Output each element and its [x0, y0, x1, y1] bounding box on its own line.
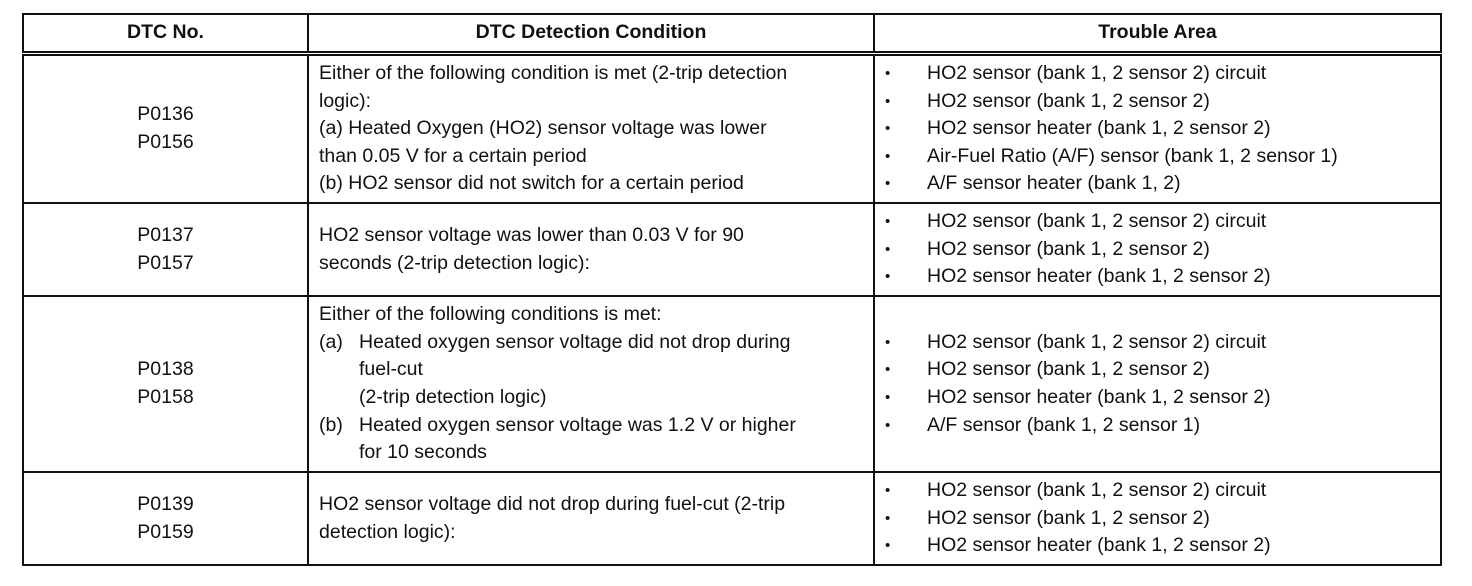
trouble-item: HO2 sensor (bank 1, 2 sensor 2)	[927, 237, 1210, 260]
condition-line: for 10 seconds	[359, 441, 487, 464]
list-item	[885, 505, 1434, 533]
dtc-code: P0136	[137, 103, 194, 126]
trouble-item: HO2 sensor (bank 1, 2 sensor 2) circuit	[927, 210, 1267, 233]
condition-cell	[308, 203, 874, 296]
bullet-icon: •	[885, 537, 891, 555]
trouble-item: HO2 sensor (bank 1, 2 sensor 2)	[927, 89, 1210, 112]
dtc-cell	[23, 203, 308, 296]
table-row	[23, 472, 1441, 565]
dtc-code: P0137	[137, 223, 194, 246]
condition-item-text	[359, 329, 790, 412]
condition-item-a	[319, 329, 865, 412]
bullet-icon: •	[885, 361, 891, 379]
trouble-area-list	[885, 329, 1434, 439]
table-row	[23, 296, 1441, 472]
condition-cell	[308, 296, 874, 472]
list-item	[885, 329, 1434, 357]
list-item	[885, 60, 1434, 88]
trouble-item: HO2 sensor (bank 1, 2 sensor 2) circuit	[927, 62, 1267, 85]
dtc-code: P0139	[137, 492, 194, 515]
list-item	[885, 356, 1434, 384]
dtc-code: P0157	[137, 251, 194, 274]
condition-item-text	[359, 412, 796, 467]
bullet-icon: •	[885, 482, 891, 500]
dtc-code: P0159	[137, 520, 194, 543]
list-item	[885, 384, 1434, 412]
condition-line: Heated oxygen sensor voltage was 1.2 V or higher	[359, 413, 796, 436]
dtc-table-container	[22, 13, 1440, 566]
header-detection-condition: DTC Detection Condition	[308, 14, 874, 54]
header-row	[23, 14, 1441, 54]
trouble-item: A/F sensor heater (bank 1, 2)	[927, 172, 1181, 195]
bullet-icon: •	[885, 509, 891, 527]
trouble-area-cell	[874, 472, 1441, 565]
trouble-area-list	[885, 60, 1434, 198]
header-dtc-no: DTC No.	[23, 14, 308, 54]
bullet-icon: •	[885, 240, 891, 258]
bullet-icon: •	[885, 213, 891, 231]
condition-item-label: (a)	[319, 330, 343, 353]
trouble-item: HO2 sensor heater (bank 1, 2 sensor 2)	[927, 534, 1271, 557]
list-item	[885, 236, 1434, 264]
condition-line: fuel-cut	[359, 358, 423, 381]
condition-line: HO2 sensor voltage did not drop during fuel-cut (2-trip	[319, 492, 786, 515]
trouble-item: HO2 sensor heater (bank 1, 2 sensor 2)	[927, 117, 1271, 140]
list-item	[885, 477, 1434, 505]
condition-line: seconds (2-trip detection logic):	[319, 251, 590, 274]
dtc-table	[22, 13, 1442, 566]
list-item	[885, 412, 1434, 440]
trouble-item: HO2 sensor heater (bank 1, 2 sensor 2)	[927, 386, 1271, 408]
trouble-item: HO2 sensor (bank 1, 2 sensor 2)	[927, 506, 1210, 529]
bullet-icon: •	[885, 175, 891, 193]
trouble-item: Air-Fuel Ratio (A/F) sensor (bank 1, 2 sensor 1)	[927, 144, 1338, 167]
list-item	[885, 532, 1434, 560]
condition-item-b	[319, 412, 865, 467]
header-trouble-area: Trouble Area	[874, 14, 1441, 54]
bullet-icon: •	[885, 120, 891, 138]
table-row	[23, 54, 1441, 204]
dtc-code: P0156	[137, 131, 194, 153]
list-item	[885, 143, 1434, 171]
dtc-cell	[23, 54, 308, 204]
condition-cell	[308, 54, 874, 204]
list-item	[885, 88, 1434, 116]
dtc-code: P0138	[137, 358, 194, 381]
trouble-item: HO2 sensor (bank 1, 2 sensor 2)	[927, 358, 1210, 381]
condition-line: (b) HO2 sensor did not switch for a certain period	[319, 172, 744, 195]
trouble-area-cell	[874, 54, 1441, 204]
bullet-icon: •	[885, 65, 891, 83]
list-item	[885, 208, 1434, 236]
list-item	[885, 115, 1434, 143]
table-row	[23, 203, 1441, 296]
dtc-cell	[23, 296, 308, 472]
condition-line: detection logic):	[319, 520, 456, 543]
bullet-icon: •	[885, 389, 891, 406]
condition-line: (2-trip detection logic)	[359, 386, 547, 408]
trouble-area-list	[885, 208, 1434, 291]
condition-line: logic):	[319, 89, 372, 112]
trouble-area-cell	[874, 203, 1441, 296]
bullet-icon: •	[885, 147, 891, 165]
trouble-item: HO2 sensor (bank 1, 2 sensor 2) circuit	[927, 479, 1267, 502]
trouble-item: A/F sensor (bank 1, 2 sensor 1)	[927, 413, 1201, 436]
dtc-code: P0158	[137, 386, 194, 408]
list-item	[885, 170, 1434, 198]
dtc-cell	[23, 472, 308, 565]
condition-line: Either of the following condition is met (2-trip detection	[319, 62, 788, 85]
bullet-icon: •	[885, 333, 891, 351]
bullet-icon: •	[885, 268, 891, 286]
condition-line: than 0.05 V for a certain period	[319, 144, 587, 167]
condition-line: Heated oxygen sensor voltage did not drop during	[359, 330, 791, 353]
trouble-item: HO2 sensor heater (bank 1, 2 sensor 2)	[927, 265, 1271, 288]
trouble-area-list	[885, 477, 1434, 560]
condition-cell	[308, 472, 874, 565]
trouble-item: HO2 sensor (bank 1, 2 sensor 2) circuit	[927, 330, 1267, 353]
list-item	[885, 263, 1434, 291]
condition-line: (a) Heated Oxygen (HO2) sensor voltage was lower	[319, 117, 767, 140]
condition-intro: Either of the following conditions is met:	[319, 303, 662, 326]
condition-line: HO2 sensor voltage was lower than 0.03 V for 90	[319, 223, 744, 246]
condition-item-label: (b)	[319, 413, 343, 436]
bullet-icon: •	[885, 416, 891, 434]
trouble-area-cell	[874, 296, 1441, 472]
bullet-icon: •	[885, 92, 891, 110]
